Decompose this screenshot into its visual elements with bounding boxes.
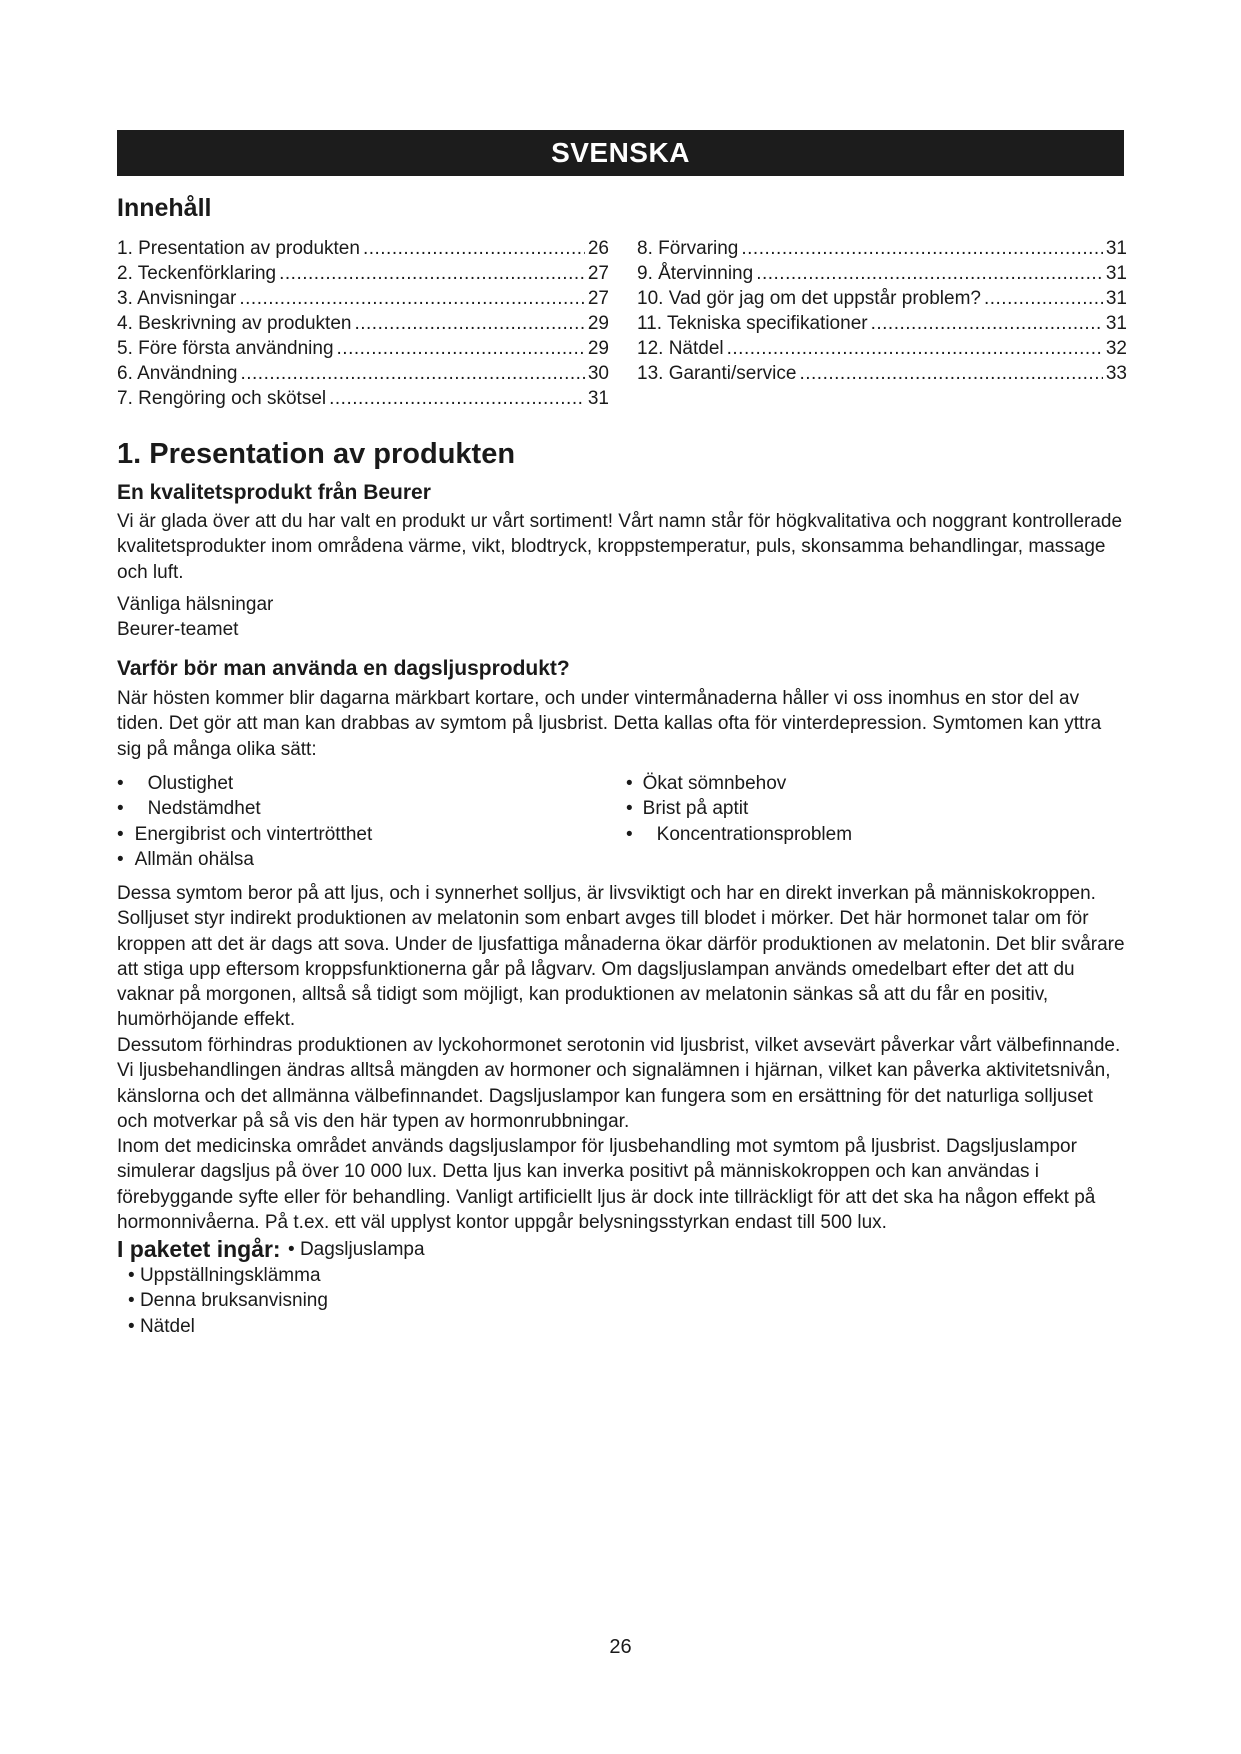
package-item: • Dagsljuslampa	[288, 1239, 425, 1260]
toc-entry[interactable]: 8. Förvaring ..... 31	[637, 236, 1127, 261]
list-item: • Brist på aptit	[626, 798, 749, 820]
package-item: • Denna bruksanvisning	[128, 1290, 328, 1312]
package-heading: I paketet ingår:	[117, 1236, 281, 1262]
list-item: • Ökat sömnbehov	[626, 773, 787, 794]
section-subtitle: En kvalitetsprodukt från Beurer	[117, 481, 431, 504]
language-header: SVENSKA	[117, 130, 1124, 176]
list-item: • Energibrist och vintertrötthet	[117, 823, 373, 845]
toc-entry[interactable]: 6. Användning ..... 30	[117, 361, 609, 386]
greeting-line: Vänliga hälsningar	[117, 594, 274, 615]
package-item: • Nätdel	[128, 1315, 195, 1337]
toc-entry[interactable]: 4. Beskrivning av produkten ..... 29	[117, 311, 609, 336]
toc-right-column	[637, 236, 1127, 386]
why-paragraph: När hösten kommer blir dagarna märkbart kortare, och under vintermånaderna håller vi oss inomhus en stor del av tiden. Det gör att man kan drabbas av symtom på ljusbrist. Detta kallas ofta för vinterdepression. Symtomen kan yttra sig på många olika sätt:	[117, 688, 1102, 760]
symptom-list-right	[626, 771, 852, 847]
symptom-list-left	[117, 771, 372, 872]
toc-entry[interactable]: 2. Teckenförklaring ..... 27	[117, 261, 609, 286]
list-item: • Allmän ohälsa	[117, 848, 254, 870]
toc-entry[interactable]: 10. Vad gör jag om det uppstår problem? ..... 31	[637, 286, 1127, 311]
package-item: • Uppställningsklämma	[128, 1265, 321, 1286]
toc-entry[interactable]: 13. Garanti/service ..... 33	[637, 361, 1127, 386]
toc-entry[interactable]: 9. Återvinning ..... 31	[637, 261, 1127, 286]
greeting-signature: Beurer-teamet	[117, 619, 239, 641]
greeting	[117, 592, 1127, 643]
toc-entry[interactable]: 7. Rengöring och skötsel ..... 31	[117, 386, 609, 411]
intro-paragraph: Vi är glada över att du har valt en produkt ur vårt sortiment! Vårt namn står för högkvalitativa och noggrant kontrollerade kvalitetsprodukter inom områdena värme, vikt, blodtryck, kroppstemperatur, puls, skonsamma behandlingar, massage och luft.	[117, 511, 1123, 583]
toc-entry[interactable]: 3. Anvisningar ..... 27	[117, 286, 609, 311]
list-item: • Koncentrationsproblem	[626, 823, 853, 845]
list-item: • Olustighet	[117, 773, 234, 794]
body-paragraph-3: Inom det medicinska området används dagsljuslampor för ljusbehandling mot symtom på ljusbrist. Dagsljuslampor simulerar dagsljus på över 10 000 lux. Detta ljus kan inverka positivt på människokroppen och kan användas i förebyggande syfte eller för behandling. Vanligt artificiellt ljus är dock inte tillräckligt för att det ska ha någon effekt på hormonnivåerna. På t.ex. ett väl upplyst kontor uppgår belysningsstyrkan endast till 500 lux.	[117, 1136, 1096, 1233]
toc-title: Innehåll	[117, 194, 212, 222]
section-title: 1. Presentation av produkten	[117, 438, 516, 470]
toc-entry[interactable]: 1. Presentation av produkten ..... 26	[117, 236, 609, 261]
toc-left-column	[117, 236, 609, 411]
toc-entry[interactable]: 5. Före första användning ..... 29	[117, 336, 609, 361]
body-paragraph-1: Dessa symtom beror på att ljus, och i synnerhet solljus, är livsviktigt och har en direkt inverkan på människokroppen. Solljuset styr indirekt produktionen av melatonin som enbart avges till blodet i mörker. Det här hormonet talar om för kroppen att det är dags att sova. Under de ljusfattiga månaderna ökar därför produktionen av melatonin. Det blir svårare att stiga upp eftersom kroppsfunktionerna går på lågvarv. Om dagsljuslampan används omedelbart efter det att du vaknar på morgonen, alltså så tidigt som möjligt, kan produktionen av melatonin sänkas så att du får en positiv, humörhöjande effekt.	[117, 883, 1125, 1031]
toc-entry[interactable]: 12. Nätdel ..... 32	[637, 336, 1127, 361]
body-paragraph-2: Dessutom förhindras produktionen av lyckohormonet serotonin vid ljusbrist, vilket avsevärt påverkar vårt välbefinnande. Vi ljusbehandlingen ändras alltså mängden av hormoner och signalämnen i hjärnan, vilket kan påverka aktivitetsnivån, känslorna och det allmänna välbefinnandet. Dagsljuslampor kan fungera som en ersättning för det naturliga solljuset och motverkar på så vis den här typen av hormonrubbningar.	[117, 1035, 1121, 1132]
list-item: • Nedstämdhet	[117, 798, 261, 820]
why-heading: Varför bör man använda en dagsljusprodukt?	[117, 657, 570, 680]
page-number: 26	[609, 1636, 632, 1658]
toc-entry[interactable]: 11. Tekniska specifikationer ..... 31	[637, 311, 1127, 336]
package-list	[128, 1263, 328, 1339]
